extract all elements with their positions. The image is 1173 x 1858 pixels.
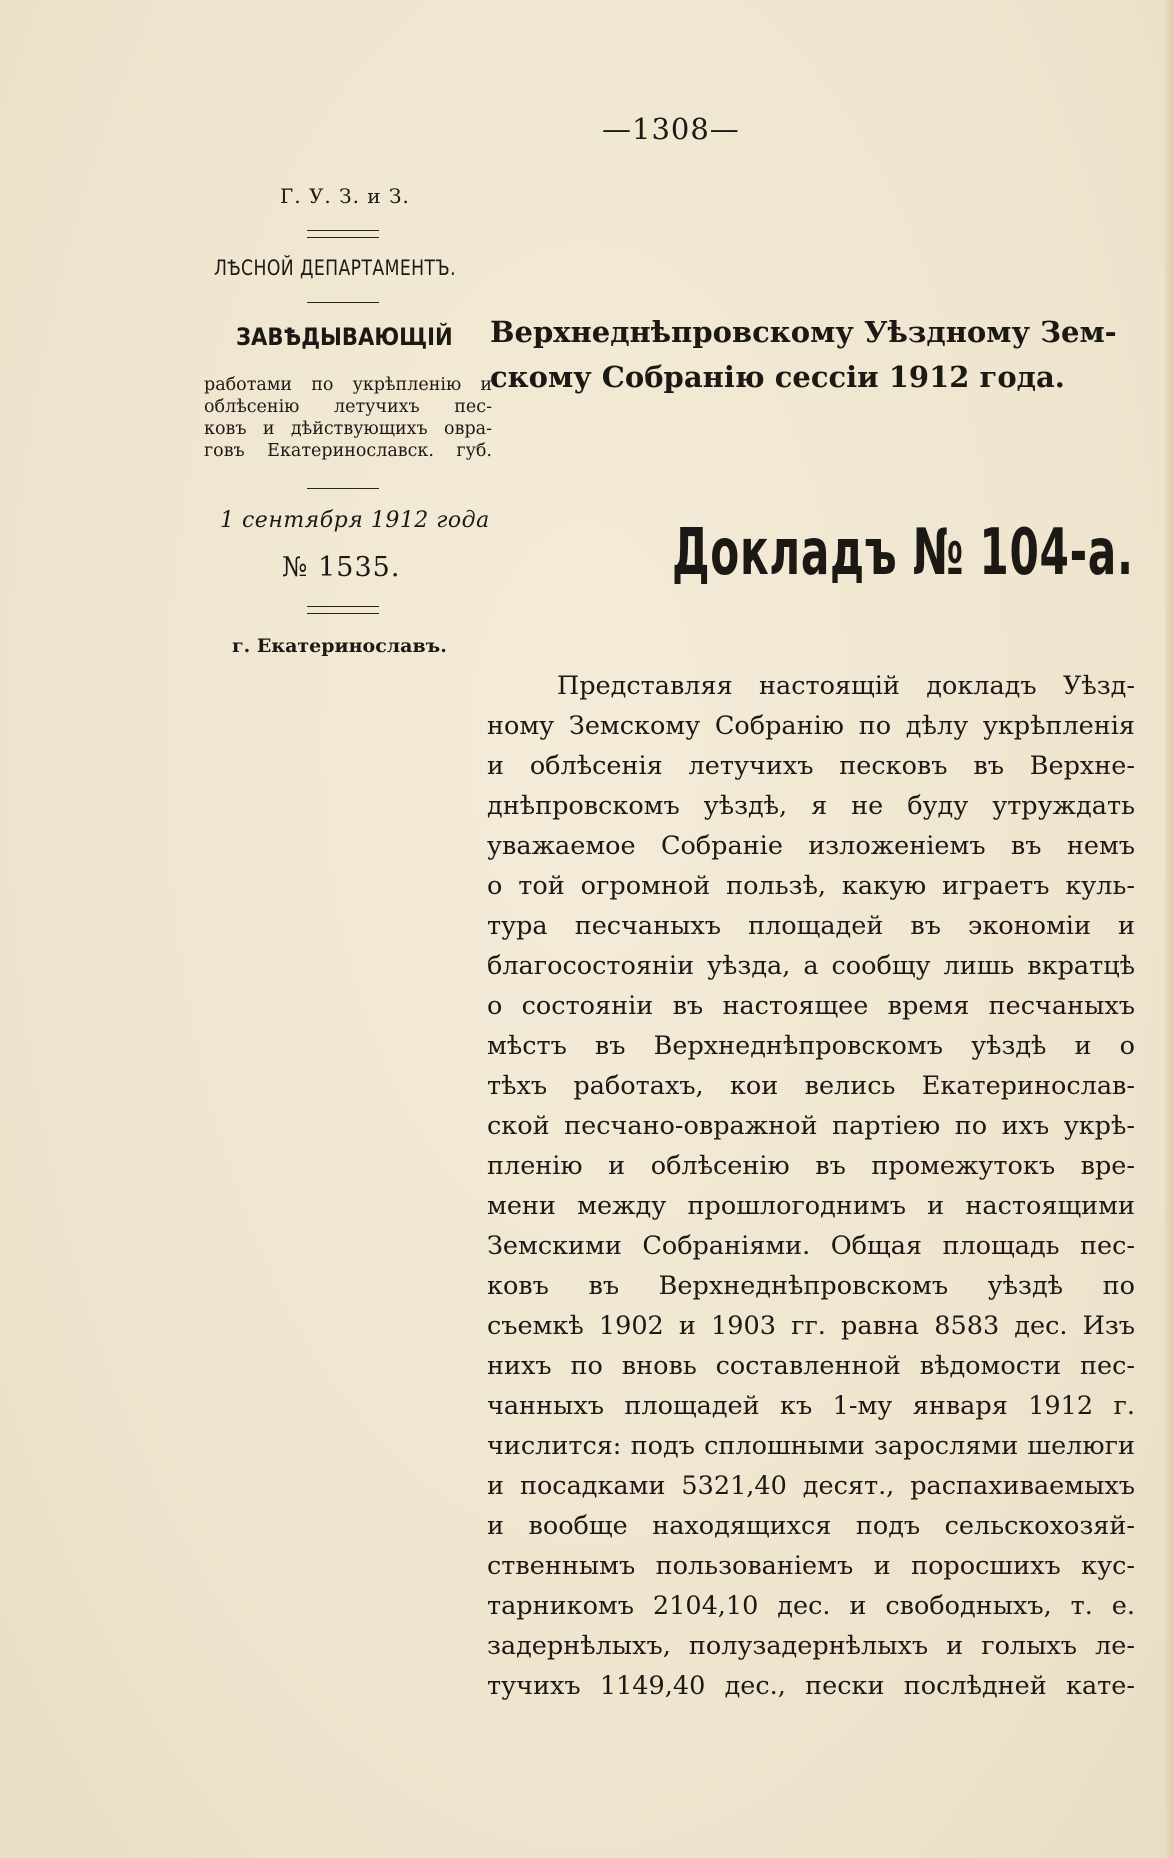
body-line: тучихъ 1149,40 дес., пески послѣдней кате- xyxy=(487,1671,1135,1701)
divider-double xyxy=(307,606,379,614)
body-line: ственнымъ пользованіемъ и поросшихъ кус- xyxy=(487,1551,1135,1581)
document-number: № 1535. xyxy=(282,552,401,583)
body-line: задернѣлыхъ, полузадернѣлыхъ и голыхъ ле- xyxy=(487,1631,1135,1661)
manager-line: работами по укрѣпленію и xyxy=(204,375,492,395)
body-line: ному Земскому Собранію по дѣлу укрѣпленія xyxy=(487,711,1135,741)
body-line: тѣхъ работахъ, кои велись Екатеринослав- xyxy=(487,1071,1135,1101)
page-number: —1308— xyxy=(602,112,740,146)
body-line: тура песчаныхъ площадей въ экономіи и xyxy=(487,911,1135,941)
body-line: о той огромной пользѣ, какую играетъ куль- xyxy=(487,871,1135,901)
body-line: тарникомъ 2104,10 дес. и свободныхъ, т. е. xyxy=(487,1591,1135,1621)
body-line: и посадками 5321,40 десят., распахиваемыхъ xyxy=(487,1471,1135,1501)
body-line: чанныхъ площадей къ 1-му января 1912 г. xyxy=(487,1391,1135,1421)
manager-line: говъ Екатеринославск. губ. xyxy=(204,441,492,461)
manager-title: ЗАВѢДЫВАЮЩІЙ xyxy=(236,323,453,351)
addressee-line: скому Собранію сессіи 1912 года. xyxy=(490,360,1065,394)
body-line: уважаемое Собраніе изложеніемъ въ немъ xyxy=(487,831,1135,861)
document-date: 1 сентября 1912 года xyxy=(220,508,490,533)
manager-line: облѣсенію летучихъ пес- xyxy=(204,397,492,417)
body-line: о состояніи въ настоящее время песчаныхъ xyxy=(487,991,1135,1021)
divider-single xyxy=(307,302,379,303)
office-abbreviation: Г. У. З. и З. xyxy=(280,184,410,208)
body-line: числится: подъ сплошными зарослями шелюги xyxy=(487,1431,1135,1461)
addressee-line: Верхнеднѣпровскому Уѣздному Зем- xyxy=(490,315,1117,349)
report-title: Докладъ № 104-а. xyxy=(672,516,1134,590)
report-body xyxy=(487,666,1135,1706)
body-line: днѣпровскомъ уѣздѣ, я не буду утруждать xyxy=(487,791,1135,821)
body-line: ской песчано-овражной партіею по ихъ укрѣ- xyxy=(487,1111,1135,1141)
manager-line: ковъ и дѣйствующихъ овра- xyxy=(204,419,492,439)
body-line: благосостояніи уѣзда, а сообщу лишь вкратцѣ xyxy=(487,951,1135,981)
page-edge xyxy=(1165,0,1173,1858)
document-city: г. Екатеринославъ. xyxy=(232,635,447,657)
body-line: мѣстъ въ Верхнеднѣпровскомъ уѣздѣ и о xyxy=(487,1031,1135,1061)
addressee xyxy=(490,310,1140,400)
body-line: Представляя настоящій докладъ Уѣзд- xyxy=(557,671,1135,701)
body-line: и облѣсенія летучихъ песковъ въ Верхне- xyxy=(487,751,1135,781)
manager-description xyxy=(204,374,492,462)
body-line: ковъ въ Верхнеднѣпровскомъ уѣздѣ по xyxy=(487,1271,1135,1301)
body-line: Земскими Собраніями. Общая площадь пес- xyxy=(487,1231,1135,1261)
body-line: и вообще находящихся подъ сельскохозяй- xyxy=(487,1511,1135,1541)
body-line: мени между прошлогоднимъ и настоящими xyxy=(487,1191,1135,1221)
body-line: пленію и облѣсенію въ промежутокъ вре- xyxy=(487,1151,1135,1181)
divider-double xyxy=(307,230,379,238)
department-heading: ЛѢСНОЙ ДЕПАРТАМЕНТЪ. xyxy=(214,256,457,280)
body-line: нихъ по вновь составленной вѣдомости пес- xyxy=(487,1351,1135,1381)
divider-single xyxy=(307,488,379,489)
body-line: съемкѣ 1902 и 1903 гг. равна 8583 дес. Изъ xyxy=(487,1311,1135,1341)
